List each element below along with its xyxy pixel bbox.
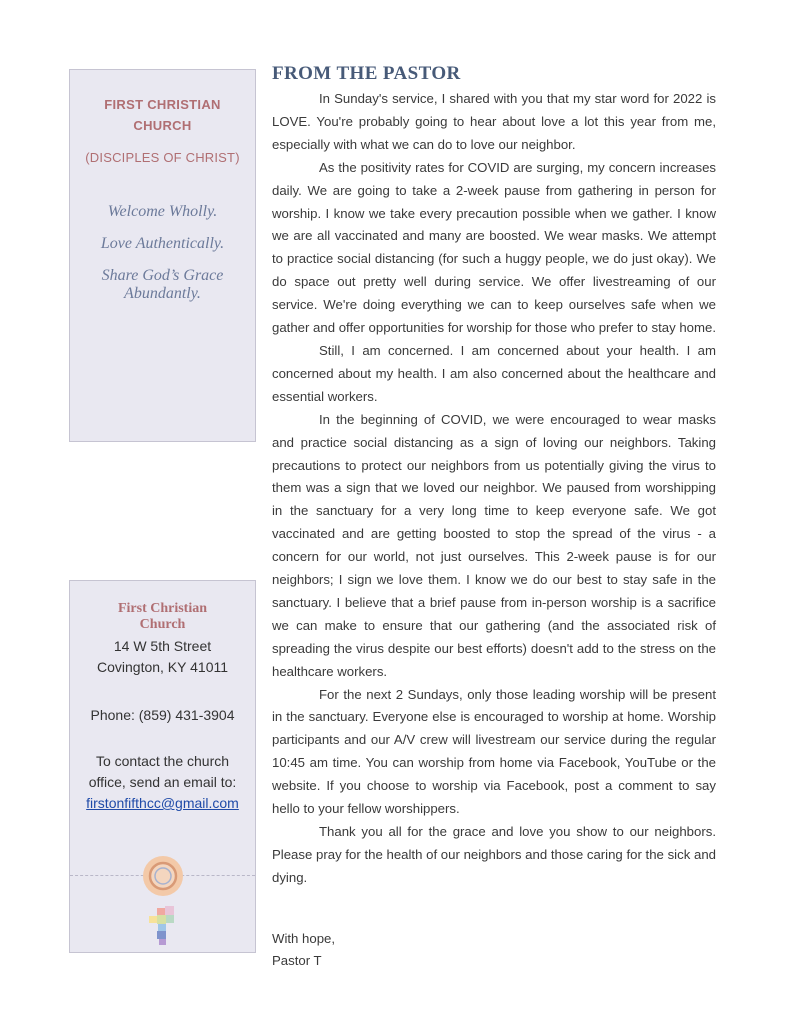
- sidebar-contact-box: [69, 580, 256, 953]
- signature: Pastor T: [272, 953, 322, 968]
- motto-line-welcome: Welcome Wholly.: [107, 203, 218, 220]
- closing-line: With hope,: [272, 931, 336, 946]
- church-name: FIRST CHRISTIAN CHURCH: [104, 97, 221, 133]
- sidebar-church-box: [69, 69, 256, 442]
- address-city: Covington, KY 41011: [96, 659, 229, 675]
- article-paragraph: Thank you all for the grace and love you show to our neighbors. Please pray for the health of our neighbors and those caring for the sick and dying.: [272, 824, 716, 885]
- article-paragraph: In the beginning of COVID, we were encouraged to wear masks and practice social distancing as a sign of loving our neighbors. Taking precautions to protect our neighbors from us potentially giving the virus to them was a sign that we loved our neighbor. We paused from worshipping in the sanctuary for a very long time to keep everyone safe. We got vaccinated and are getting boosted to stop the spread of the virus - a concern for our world, not just ourselves. This 2-week pause is for our neighbors; I sign we love them. I know we do our best to stay safe in the sanctuary. I believe that a brief pause from in-person worship is a sacrifice we can make to ensure that our gathering (and the associated risk of spreading the virus despite our best efforts) doesn't add to the stress on the healthcare workers.: [272, 411, 716, 679]
- church-name-contact: First Christian Church: [117, 601, 208, 632]
- closing-block: [272, 928, 335, 972]
- article-paragraph: Still, I am concerned. I am concerned about your health. I am concerned about my health. I am also concerned about the healthcare and essential workers.: [272, 342, 716, 404]
- motto-line-love: Love Authentically.: [100, 235, 225, 252]
- article-paragraph: In Sunday's service, I shared with you that my star word for 2022 is LOVE. You're probably going to hear about love a lot this year from me, especially with what we can do to love our neighbor.: [272, 91, 716, 152]
- contact-instructions: To contact the church office, send an email to:: [88, 753, 237, 790]
- phone-number: Phone: (859) 431-3904: [90, 707, 235, 723]
- denomination: (DISCIPLES OF CHRIST): [85, 150, 240, 165]
- address-street: 14 W 5th Street: [113, 638, 212, 654]
- chalice-logo-icon: [140, 853, 186, 949]
- article-paragraph: For the next 2 Sundays, only those leading worship will be present in the sanctuary. Everyone else is encouraged to worship at home. Worship participants and our A/V crew will livestream our service during the regular 10:45 am time. You can worship from home via Facebook, YouTube or the website. If you choose to worship via Facebook, post a comment to say hello to your fellow worshippers.: [272, 686, 716, 817]
- article-paragraph: As the positivity rates for COVID are surging, my concern increases daily. We are going to take a 2-week pause from gathering in person for worship. I know we take every precaution possible when we gather. I know we are all vaccinated and many are boosted. We wear masks. We attempt to practice social distancing (for such a huggy people, we do just okay). We do space out pretty well during service. We offer livestreaming of our service. We're doing everything we can to keep ourselves safe when we gather and offer opportunities for worship for those who prefer to stay home.: [272, 159, 716, 336]
- motto-line-share: Share God’s Grace Abundantly.: [101, 267, 224, 302]
- article-heading: FROM THE PASTOR: [272, 63, 461, 84]
- email-link[interactable]: firstonfifthcc@gmail.com: [86, 795, 239, 811]
- article-body: [272, 88, 716, 890]
